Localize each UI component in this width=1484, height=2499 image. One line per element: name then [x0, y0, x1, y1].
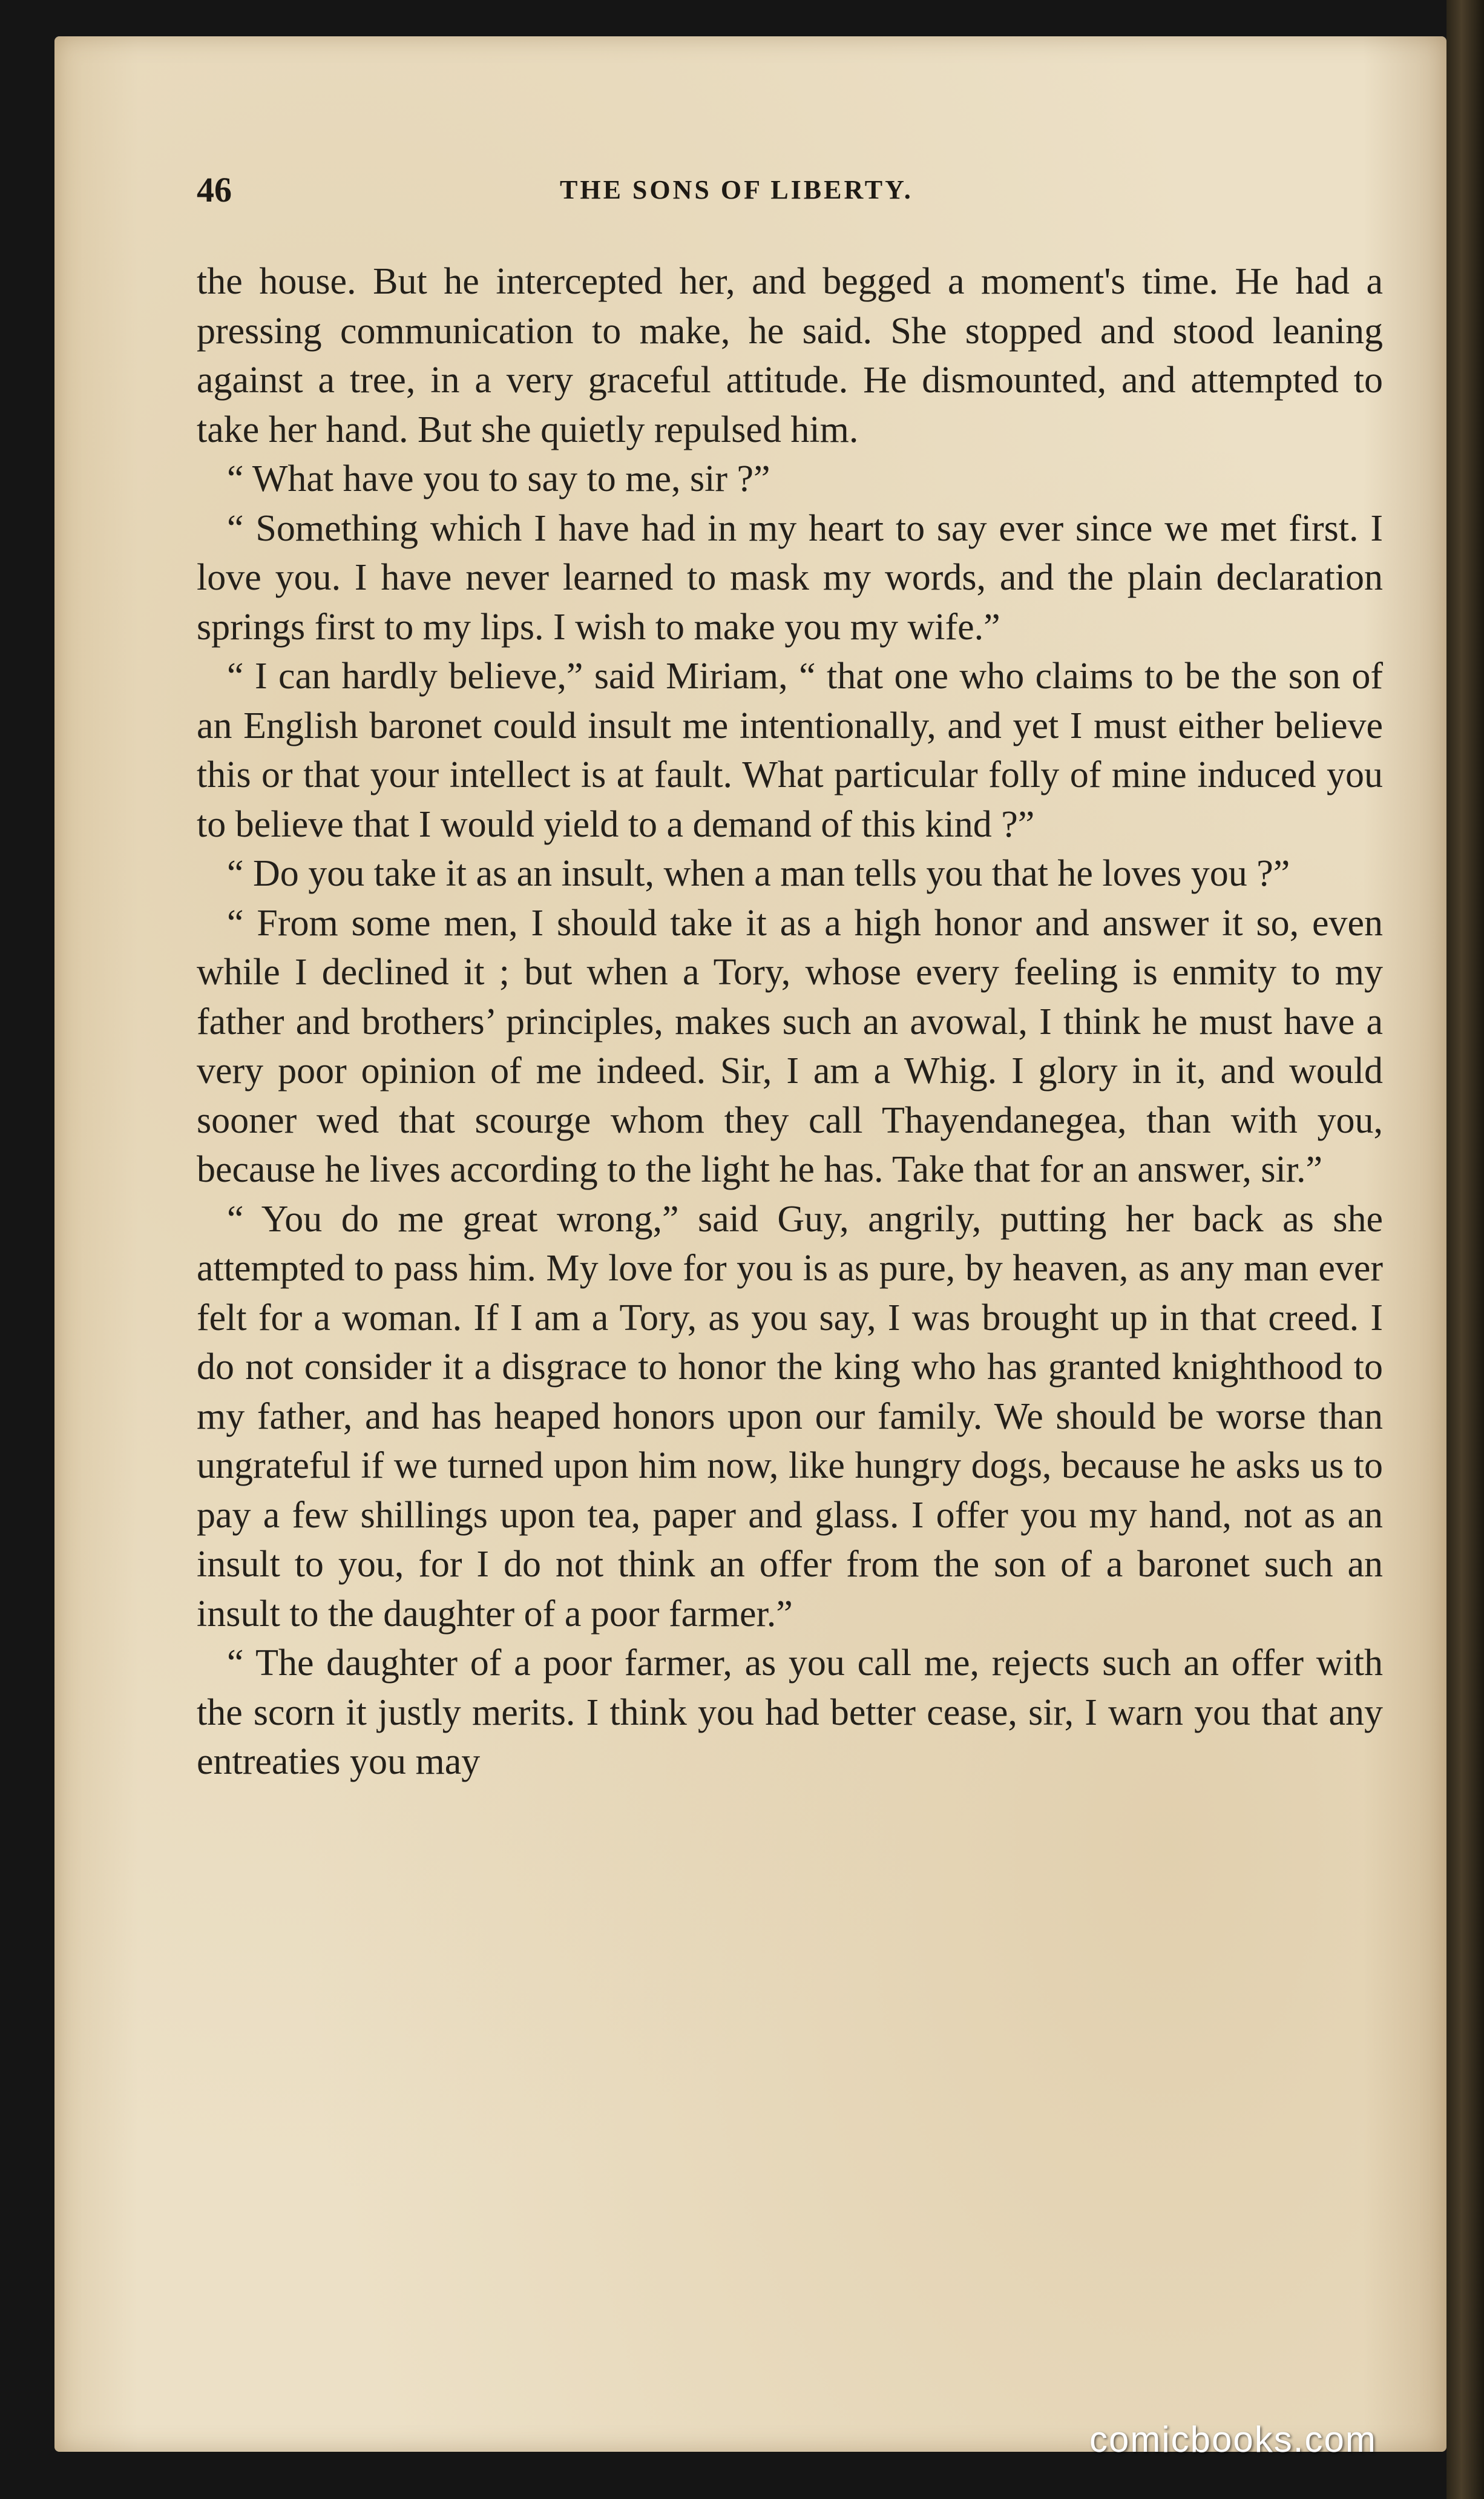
page-number: 46	[197, 170, 232, 209]
paragraph: “ From some men, I should take it as a high honor and answer it so, even while I declined it ; but when a Tory, whose every feeling is enmity to my father and brothers’ principles, makes such an avowal, I think he must have a very poor opinion of me indeed. Sir, I am a Whig. I glory in it, and would sooner wed that scourge whom they call Thayendanegea, than with you, because he lives according to the light he has. Take that for an answer, sir.”	[197, 902, 1383, 1190]
next-page-edge	[1446, 0, 1484, 2499]
paragraph: the house. But he intercepted her, and begged a moment's time. He had a pressing communication to make, he said. She stopped and stood leaning against a tree, in a very graceful attitude. He dismounted, and attempted to take her hand. But she quietly repulsed him.	[197, 261, 1383, 450]
page-header	[197, 170, 1383, 212]
paragraph: “ What have you to say to me, sir ?”	[227, 458, 770, 499]
paragraph: “ I can hardly believe,” said Miriam, “ that one who claims to be the son of an English baronet could insult me intentionally, and yet I must either believe this or that your intellect is at fault. What particular folly of mine induced you to believe that I would yield to a demand of this kind ?”	[197, 656, 1383, 845]
paragraph: “ The daughter of a poor farmer, as you call me, rejects such an offer with the scorn it justly merits. I think you had better cease, sir, I warn you that any entreaties you may	[197, 1642, 1383, 1782]
body-text	[197, 257, 1383, 1787]
paragraph: “ Something which I have had in my heart to say ever since we met first. I love you. I have never learned to mask my words, and the plain declaration springs first to my lips. I wish to make you my wife.”	[197, 507, 1383, 648]
paragraph: “ You do me great wrong,” said Guy, angrily, putting her back as she attempted to pass him. My love for you is as pure, by heaven, as any man ever felt for a woman. If I am a Tory, as you say, I was brought up in that creed. I do not consider it a disgrace to honor the king who has granted knighthood to my father, and has heaped honors upon our family. We should be worse than ungrateful if we turned upon him now, like hungry dogs, because he asks us to pay a few shillings upon tea, paper and glass. I offer you my hand, not as an insult to you, for I do not think an offer from the son of a baronet such an insult to the daughter of a poor farmer.”	[197, 1198, 1383, 1635]
paragraph: “ Do you take it as an insult, when a man tells you that he loves you ?”	[227, 853, 1290, 894]
running-head: THE SONS OF LIBERTY.	[560, 175, 913, 205]
site-watermark: comicbooks.com	[1089, 2419, 1377, 2460]
